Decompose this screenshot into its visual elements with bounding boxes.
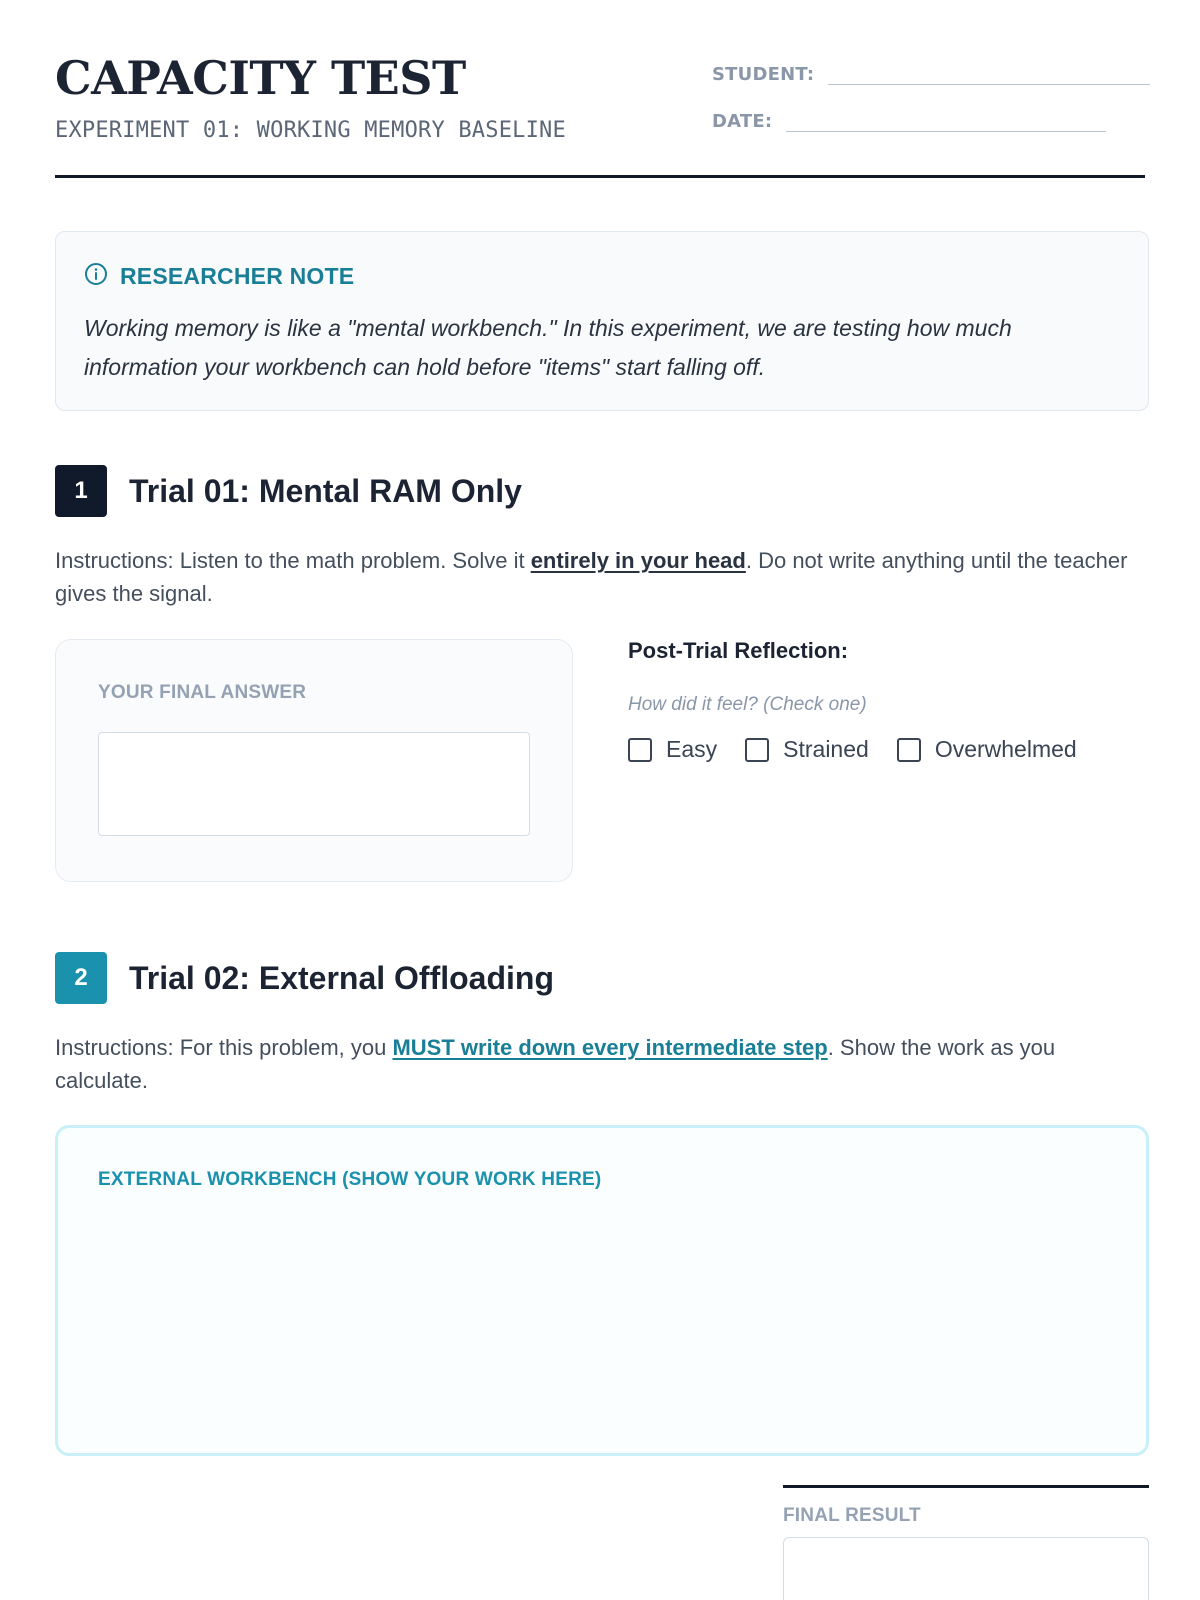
page-subtitle: EXPERIMENT 01: WORKING MEMORY BASELINE bbox=[55, 118, 566, 143]
trial-1-badge: 1 bbox=[55, 465, 107, 517]
final-answer-card bbox=[55, 639, 573, 882]
trial-1-instructions-text: Instructions: Listen to the math problem. Solve it bbox=[55, 548, 531, 573]
strained-checkbox[interactable] bbox=[745, 738, 769, 762]
trial-2-badge: 2 bbox=[55, 952, 107, 1004]
option-strained[interactable] bbox=[745, 736, 869, 763]
student-label: STUDENT: bbox=[712, 64, 815, 85]
trial-2-instructions bbox=[55, 1031, 1149, 1097]
trial-2-instructions-text: Instructions: For this problem, you bbox=[55, 1035, 393, 1060]
reflection-title: Post-Trial Reflection: bbox=[628, 638, 849, 663]
easy-label: Easy bbox=[666, 736, 718, 762]
worksheet-header bbox=[55, 0, 1145, 178]
trial-1-title: Trial 01: Mental RAM Only bbox=[129, 472, 522, 509]
trial-1-instructions-emphasis: entirely in your head bbox=[530, 548, 746, 573]
final-answer-label: YOUR FINAL ANSWER bbox=[98, 682, 307, 703]
trial-2-instructions-end: . Show the work as you calculate. bbox=[55, 1035, 1056, 1093]
date-line[interactable] bbox=[786, 109, 1106, 132]
trial-2-title: Trial 02: External Offloading bbox=[129, 959, 554, 996]
trial-2-instructions-emphasis: MUST write down every intermediate step bbox=[392, 1035, 828, 1060]
reflection-options bbox=[628, 736, 1105, 763]
trial-1-instructions-end: . Do not write anything until the teacher gives the signal. bbox=[55, 548, 1128, 606]
workbench-label: EXTERNAL WORKBENCH (SHOW YOUR WORK HERE) bbox=[98, 1169, 602, 1190]
final-result bbox=[783, 1485, 1149, 1600]
external-workbench[interactable] bbox=[55, 1125, 1149, 1456]
option-easy[interactable] bbox=[628, 736, 717, 763]
strained-label: Strained bbox=[783, 736, 869, 762]
overwhelmed-label: Overwhelmed bbox=[934, 736, 1077, 762]
student-name-line[interactable] bbox=[828, 62, 1150, 85]
trial-1-instructions bbox=[55, 544, 1149, 610]
reflection-prompt: How did it feel? (Check one) bbox=[628, 694, 867, 715]
final-result-box[interactable] bbox=[783, 1537, 1149, 1600]
student-field bbox=[712, 62, 1150, 85]
option-overwhelmed[interactable] bbox=[897, 736, 1077, 763]
final-result-label: FINAL RESULT bbox=[783, 1505, 921, 1526]
post-trial-reflection bbox=[628, 638, 1105, 763]
trial-1-header bbox=[55, 465, 522, 517]
page-title: CAPACITY TEST bbox=[55, 51, 466, 105]
date-field bbox=[712, 109, 1106, 132]
info-icon bbox=[84, 262, 108, 291]
final-answer-box[interactable] bbox=[98, 732, 530, 836]
researcher-note-title: RESEARCHER NOTE bbox=[120, 263, 355, 289]
researcher-note-text: Working memory is like a "mental workbench." In this experiment, we are testing how much information your workbench can hold before "items" start falling off. bbox=[84, 315, 1012, 380]
researcher-note-header bbox=[84, 262, 1120, 291]
date-label: DATE: bbox=[712, 111, 773, 132]
researcher-note bbox=[55, 231, 1149, 411]
easy-checkbox[interactable] bbox=[628, 738, 652, 762]
overwhelmed-checkbox[interactable] bbox=[897, 738, 921, 762]
trial-2-header bbox=[55, 952, 554, 1004]
